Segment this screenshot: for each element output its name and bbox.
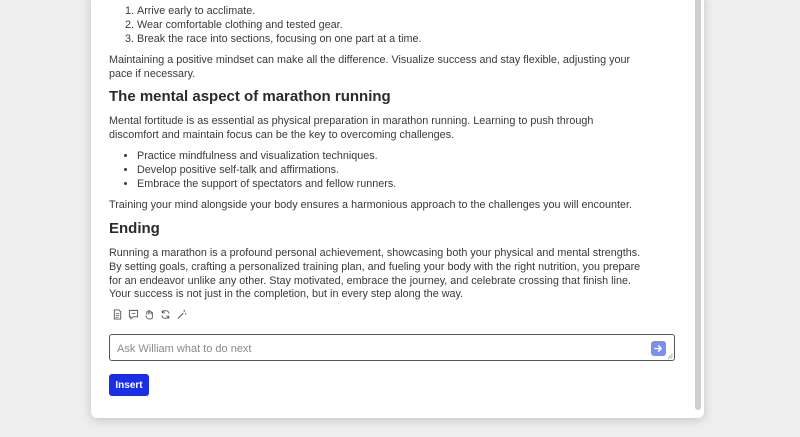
resize-grip-icon[interactable] <box>667 353 673 359</box>
tips-list <box>109 150 669 191</box>
refresh-icon[interactable] <box>159 308 171 320</box>
prompt-input[interactable] <box>115 340 639 358</box>
list-item: • Embrace the support of spectators and fellow runners. <box>137 178 669 192</box>
send-button[interactable] <box>651 341 666 356</box>
list-item: 3. Break the race into sections, focusing on one part at a time. <box>137 33 669 47</box>
magic-wand-icon[interactable] <box>175 308 187 320</box>
hand-icon[interactable] <box>143 308 155 320</box>
list-item: 1. Arrive early to acclimate. <box>137 5 669 19</box>
list-item: • Practice mindfulness and visualization techniques. <box>137 150 669 164</box>
prompt-field <box>109 334 675 361</box>
arrow-right-icon <box>653 343 664 354</box>
comment-icon[interactable] <box>127 308 139 320</box>
list-item: 2. Wear comfortable clothing and tested gear. <box>137 19 669 33</box>
editor-panel <box>91 0 704 418</box>
paragraph-mental: Mental fortitude is as essential as physical preparation in marathon running. Learning to push through discomfort and maintain focus can be the key to overcoming challenges. <box>109 115 594 141</box>
paragraph-training: Training your mind alongside your body ensures a harmonious approach to the challenges you will encounter. <box>109 199 632 211</box>
scrollbar[interactable] <box>695 0 701 410</box>
response-toolbar <box>111 308 187 320</box>
heading-ending: Ending <box>109 220 160 237</box>
document-icon[interactable] <box>111 308 123 320</box>
list-item: • Develop positive self-talk and affirmations. <box>137 164 669 178</box>
insert-button[interactable]: Insert <box>109 374 149 396</box>
steps-list <box>109 5 669 46</box>
paragraph-ending: Running a marathon is a profound personal achievement, showcasing both your physical and mental strengths. By setting goals, crafting a personalized training plan, and fueling your body with the right nutrition, you prepare for an endeavor unlike any other. Stay motivated, embrace the journey, and celebrate crossing that finish line. Your success is not just in the completion, but in every step along the way. <box>109 247 641 301</box>
heading-mental: The mental aspect of marathon running <box>109 88 391 105</box>
paragraph-mindset: Maintaining a positive mindset can make all the difference. Visualize success and stay flexible, adjusting your pace if necessary. <box>109 54 631 80</box>
